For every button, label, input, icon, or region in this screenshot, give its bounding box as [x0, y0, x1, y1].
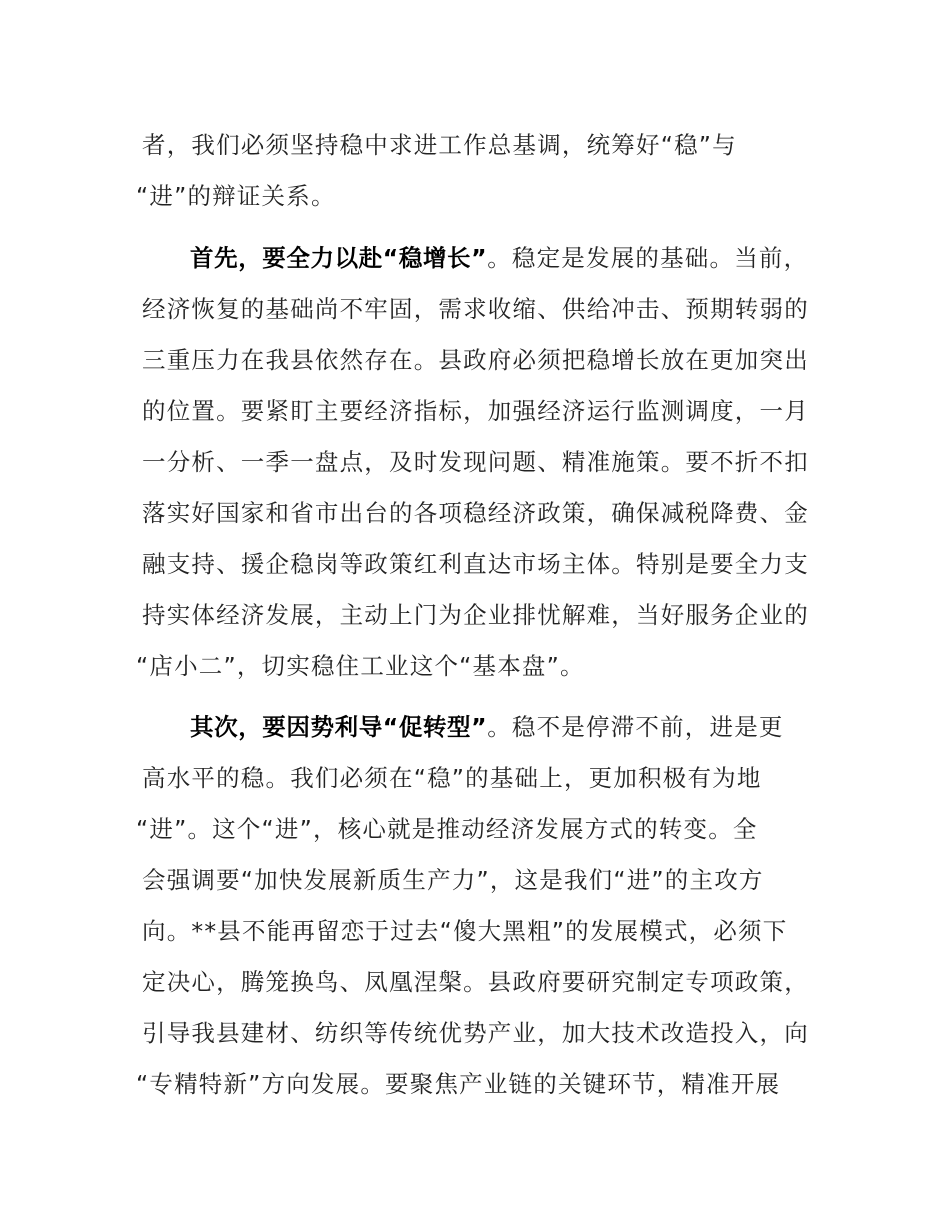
paragraph-text: 。稳不是停滞不前，进是更	[487, 713, 784, 741]
paragraph-line: “店小二”，切实稳住工业这个“基本盘”。	[136, 652, 585, 680]
paragraph-line: 落实好国家和省市出台的各项稳经济政策，确保减税降费、金	[142, 499, 809, 527]
paragraph-line: “专精特新”方向发展。要聚焦产业链的关键环节，精准开展	[136, 1070, 781, 1098]
paragraph-line: 经济恢复的基础尚不牢固，需求收缩、供给冲击、预期转弱的	[142, 295, 809, 323]
paragraph-line: 三重压力在我县依然存在。县政府必须把稳增长放在更加突出	[142, 346, 809, 374]
paragraph-line: 者，我们必须坚持稳中求进工作总基调，统筹好“稳”与	[142, 131, 737, 159]
paragraph-line: 融支持、援企稳岗等政策红利直达市场主体。特别是要全力支	[142, 550, 809, 578]
section-heading-first: 首先，要全力以赴“稳增长”	[190, 244, 488, 272]
paragraph-line: 一分析、一季一盘点，及时发现问题、精准施策。要不折不扣	[142, 448, 809, 476]
paragraph-line: 定决心，腾笼换鸟、凤凰涅槃。县政府要研究制定专项政策，	[142, 968, 809, 996]
paragraph-line: 向。**县不能再留恋于过去“傻大黑粗”的发展模式，必须下	[142, 917, 788, 945]
section-heading-second: 其次，要因势利导“促转型”	[190, 713, 488, 741]
paragraph-line: 持实体经济发展，主动上门为企业排忧解难，当好服务企业的	[142, 601, 809, 629]
paragraph-line: 引导我县建材、纺织等传统优势产业，加大技术改造投入，向	[142, 1019, 809, 1047]
paragraph-line: “进”。这个“进”，核心就是推动经济发展方式的转变。全	[136, 815, 758, 843]
paragraph-line: 高水平的稳。我们必须在“稳”的基础上，更加积极有为地	[142, 764, 762, 792]
paragraph-text: 。稳定是发展的基础。当前，	[487, 244, 809, 272]
paragraph-line: 的位置。要紧盯主要经济指标，加强经济运行监测调度，一月	[142, 397, 809, 425]
paragraph-line-with-heading	[190, 238, 808, 278]
paragraph-line: “进”的辩证关系。	[136, 182, 336, 210]
paragraph-line: 会强调要“加快发展新质生产力”，这是我们“进”的主攻方	[142, 866, 764, 894]
paragraph-line-with-heading	[190, 707, 784, 747]
